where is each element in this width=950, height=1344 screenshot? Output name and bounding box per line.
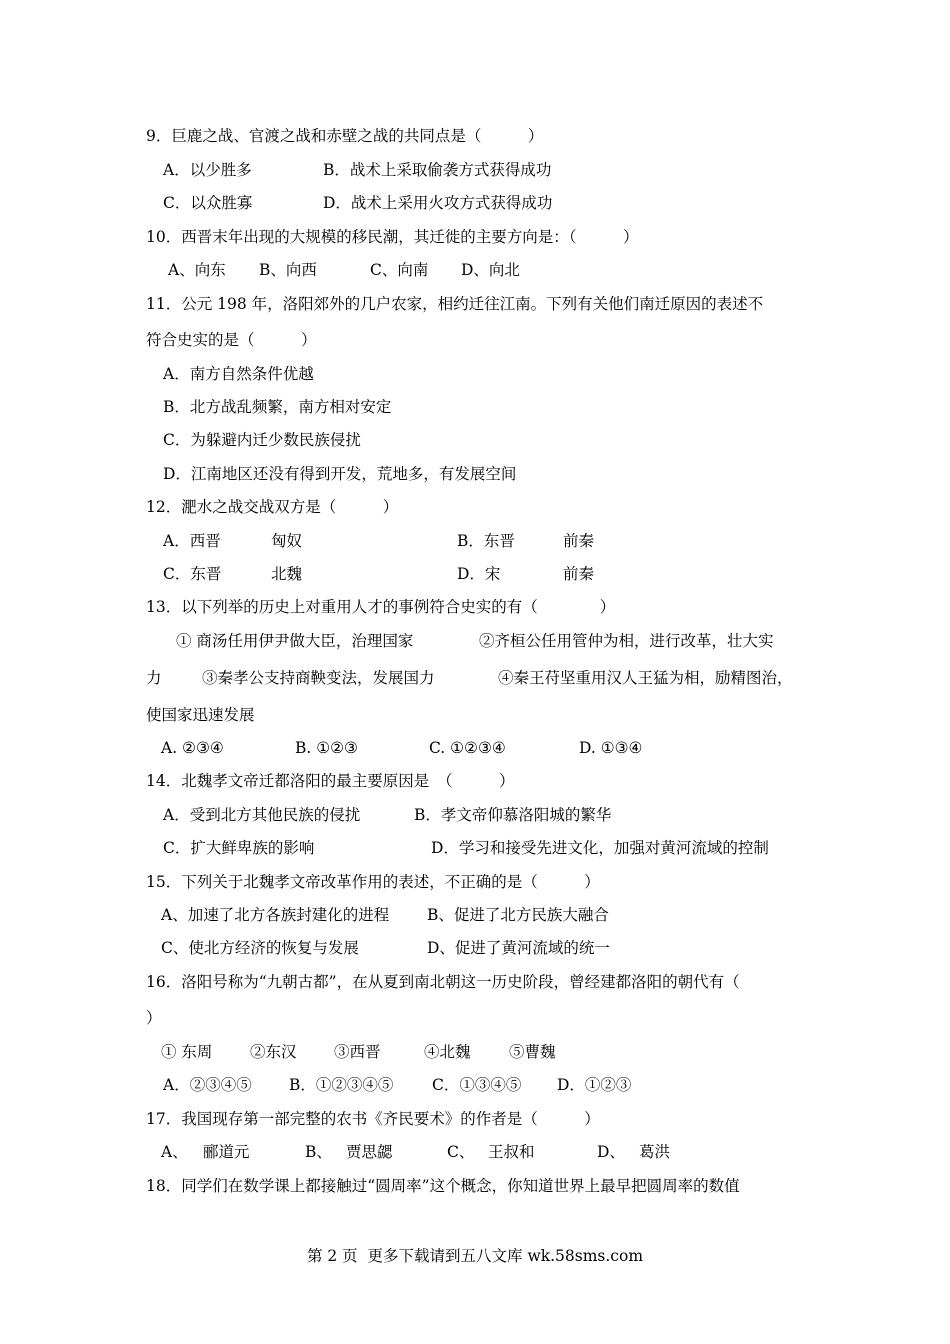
text-line: D．江南地区还没有得到开发，荒地多，有发展空间 [163, 465, 517, 483]
text-line: D. ①③④ [579, 739, 643, 757]
text-line: 匈奴 [271, 532, 303, 550]
text-line: 郦道元 [203, 1143, 250, 1161]
text-line: D．战术上采用火攻方式获得成功 [323, 194, 553, 212]
text-line: ） [146, 1009, 162, 1027]
text-line: B．①②③④⑤ [289, 1076, 394, 1094]
text-line: B．孝文帝仰慕洛阳城的繁华 [414, 806, 612, 824]
text-line: 葛洪 [639, 1143, 671, 1161]
text-line: C、向南 [370, 261, 429, 279]
text-line: B．北方战乱频繁，南方相对安定 [163, 398, 392, 416]
text-line: A．西晋 [163, 532, 221, 550]
text-line: ③西晋 [334, 1043, 381, 1061]
text-line: ②东汉 [250, 1043, 297, 1061]
text-line: 力 [146, 669, 162, 687]
text-line: D．学习和接受先进文化，加强对黄河流域的控制 [431, 839, 769, 857]
text-line: C．扩大鲜卑族的影响 [163, 839, 315, 857]
text-line: ⑤曹魏 [509, 1043, 556, 1061]
text-line: 使国家迅速发展 [146, 706, 255, 724]
text-line: B．东晋 [457, 532, 515, 550]
text-line: 10．西晋末年出现的大规模的移民潮，其迁徙的主要方向是：（ ） [146, 228, 639, 246]
text-line: A．受到北方其他民族的侵扰 [163, 806, 361, 824]
text-line: 前秦 [563, 565, 595, 583]
text-line: 13．以下列举的历史上对重用人才的事例符合史实的有（ ） [146, 598, 616, 616]
text-line: 16．洛阳号称为“九朝古都”，在从夏到南北朝这一历史阶段，曾经建都洛阳的朝代有（ [146, 973, 740, 991]
text-line: A、加速了北方各族封建化的进程 [161, 906, 390, 924]
text-line: D．宋 [457, 565, 501, 583]
text-line: D、促进了黄河流域的统一 [427, 939, 610, 957]
text-line: 17．我国现存第一部完整的农书《齐民要术》的作者是（ ） [146, 1110, 600, 1128]
text-line: B、向西 [259, 261, 317, 279]
text-line: D、向北 [461, 261, 520, 279]
text-line: 12．淝水之战交战双方是（ ） [146, 498, 399, 516]
page-footer: 第 2 页 更多下载请到五八文库 wk.58sms.com [306, 1247, 644, 1265]
text-line: A．南方自然条件优越 [163, 365, 314, 383]
text-line: ④秦王苻坚重用汉人王猛为相，励精图治， [498, 669, 793, 687]
text-line: 18．同学们在数学课上都接触过“圆周率”这个概念，你知道世界上最早把圆周率的数值 [146, 1177, 740, 1195]
text-line: C．东晋 [163, 565, 222, 583]
text-line: A. ②③④ [161, 739, 224, 757]
text-line: A．②③④⑤ [163, 1076, 252, 1094]
text-line: B、促进了北方民族大融合 [427, 906, 609, 924]
text-line: C．①③④⑤ [432, 1076, 522, 1094]
text-line: 符合史实的是（ ） [146, 331, 317, 349]
text-line: C. ①②③④ [429, 739, 506, 757]
text-line: 9．巨鹿之战、官渡之战和赤壁之战的共同点是（ ） [146, 127, 544, 145]
text-line: B．战术上采取偷袭方式获得成功 [323, 161, 552, 179]
text-line: C、 [447, 1143, 475, 1161]
text-line: D、 [597, 1143, 625, 1161]
text-line: B、 [305, 1143, 332, 1161]
text-line: 11．公元 198 年，洛阳郊外的几户农家，相约迁往江南。下列有关他们南迁原因的表述不 [146, 295, 764, 313]
text-line: ① 东周 [161, 1043, 213, 1061]
text-line: ③秦孝公支持商鞅变法，发展国力 [202, 669, 435, 687]
text-line: 前秦 [563, 532, 595, 550]
text-line: ① 商汤任用伊尹做大臣，治理国家 [176, 632, 414, 650]
text-line: A．以少胜多 [163, 161, 252, 179]
text-line: C、使北方经济的恢复与发展 [161, 939, 359, 957]
text-line: 贾思勰 [346, 1143, 393, 1161]
text-line: A、向东 [168, 261, 226, 279]
text-line: ②齐桓公任用管仲为相，进行改革，壮大实 [479, 632, 774, 650]
text-line: A、 [161, 1143, 188, 1161]
text-line: 北魏 [271, 565, 303, 583]
text-line: B. ①②③ [295, 739, 358, 757]
text-line: C．为躲避内迁少数民族侵扰 [163, 431, 361, 449]
text-line: 15．下列关于北魏孝文帝改革作用的表述，不正确的是（ ） [146, 873, 600, 891]
text-line: 14．北魏孝文帝迁都洛阳的最主要原因是 （ ） [146, 772, 515, 790]
text-line: D．①②③ [557, 1076, 632, 1094]
text-line: 王叔和 [488, 1143, 535, 1161]
text-line: C．以众胜寡 [163, 194, 253, 212]
text-line: ④北魏 [424, 1043, 471, 1061]
